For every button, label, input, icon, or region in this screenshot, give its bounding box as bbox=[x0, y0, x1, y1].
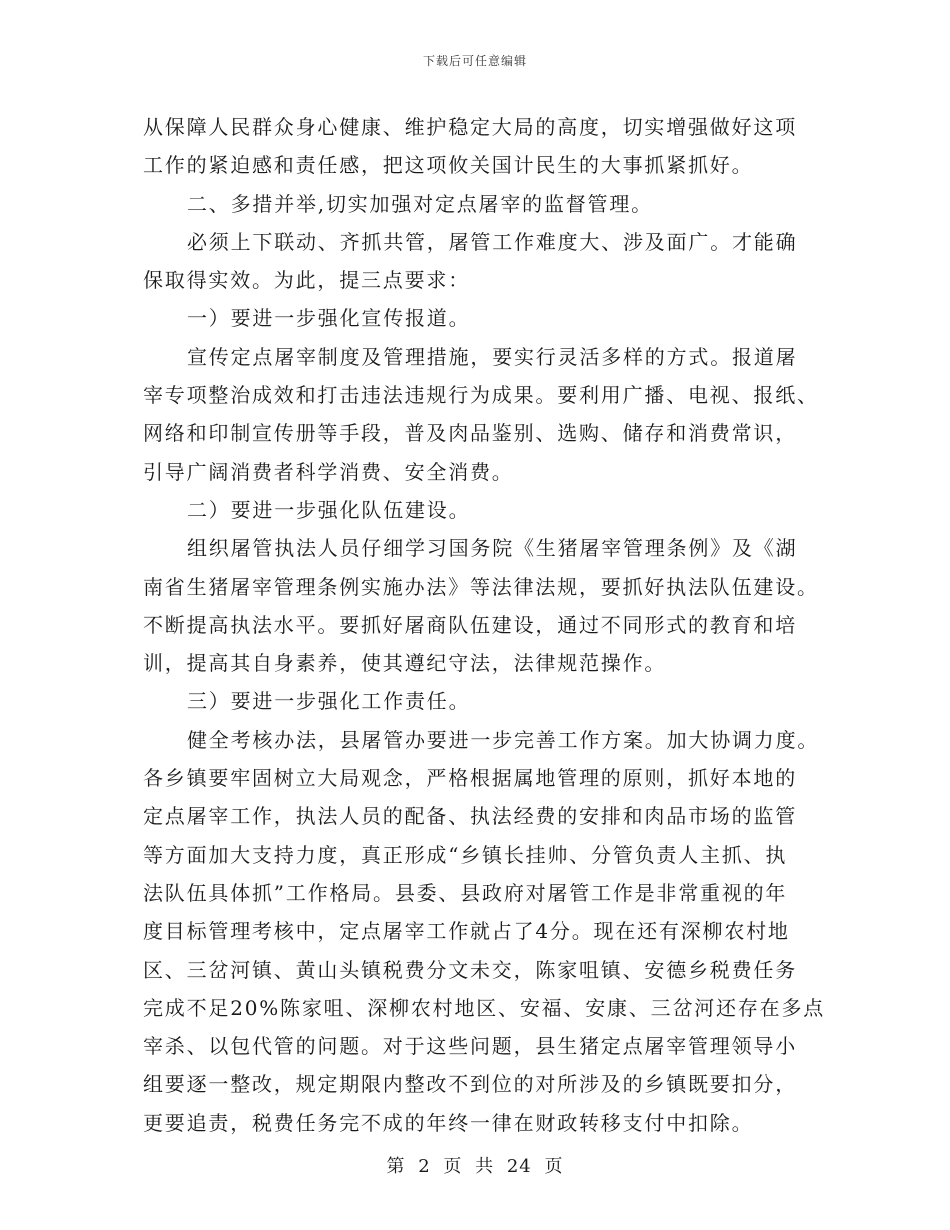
text-line: 组织屠管执法人员仔细学习国务院《生猪屠宰管理条例》及《湖 bbox=[187, 536, 798, 561]
text-line: 训，提高其自身素养，使其遵纪守法，法律规范操作。 bbox=[143, 651, 667, 676]
text-line: 等方面加大支持力度，真正形成“乡镇长挂帅、分管负责人主抓、执 bbox=[143, 842, 788, 867]
text-line: 法队伍具体抓”工作格局。县委、县政府对屠管工作是非常重视的年 bbox=[143, 880, 788, 905]
text-line: 区、三岔河镇、黄山头镇税费分文未交，陈家咀镇、安德乡税费任务 bbox=[143, 957, 797, 982]
text-line: 各乡镇要牢固树立大局观念，严格根据属地管理的原则，抓好本地的 bbox=[143, 766, 797, 791]
text-line: 不断提高执法水平。要抓好屠商队伍建设，通过不同形式的教育和培 bbox=[143, 612, 797, 637]
text-line: 度目标管理考核中，定点屠宰工作就占了4分。现在还有深柳农村地 bbox=[143, 919, 790, 944]
text-line: 三）要进一步强化工作责任。 bbox=[187, 689, 471, 714]
text-line: 一）要进一步强化宣传报道。 bbox=[187, 306, 471, 331]
text-line: 从保障人民群众身心健康、维护稳定大局的高度，切实增强做好这项 bbox=[143, 115, 797, 139]
text-line: 二）要进一步强化队伍建设。 bbox=[187, 497, 471, 522]
text-line: 保取得实效。为此，提三点要求： bbox=[143, 268, 470, 293]
text-line: 健全考核办法，县屠管办要进一步完善工作方案。加大协调力度。 bbox=[187, 727, 820, 752]
text-line: 完成不足20%陈家咀、深柳农村地区、安福、安康、三岔河还存在多点 bbox=[143, 995, 826, 1020]
text-line: 二、多措并举,切实加强对定点屠宰的监督管理。 bbox=[187, 191, 653, 216]
text-line: 必须上下联动、齐抓共管，屠管工作难度大、涉及面广。才能确 bbox=[187, 229, 798, 254]
document-body bbox=[143, 108, 826, 1142]
text-line: 更要追责，税费任务完不成的年终一律在财政转移支付中扣除。 bbox=[143, 1110, 754, 1135]
text-line: 南省生猪屠宰管理条例实施办法》等法律法规，要抓好执法队伍建设。 bbox=[143, 574, 819, 599]
page-number-footer: 第 2 页 共 24 页 bbox=[386, 1156, 564, 1177]
text-line: 宣传定点屠宰制度及管理措施，要实行灵活多样的方式。报道屠 bbox=[187, 344, 798, 369]
text-line: 宰专项整治成效和打击违法违规行为成果。要利用广播、电视、报纸、 bbox=[143, 383, 819, 408]
page-header: 下载后可任意编辑 bbox=[422, 54, 527, 68]
text-line: 工作的紧迫感和责任感，把这项攸关国计民生的大事抓紧抓好。 bbox=[143, 153, 754, 178]
text-line: 组要逐一整改，规定期限内整改不到位的对所涉及的乡镇既要扣分， bbox=[143, 1072, 797, 1097]
text-line: 定点屠宰工作，执法人员的配备、执法经费的安排和肉品市场的监管 bbox=[143, 804, 797, 829]
text-line: 宰杀、以包代管的问题。对于这些问题，县生猪定点屠宰管理领导小 bbox=[143, 1034, 797, 1059]
text-line: 引导广阔消费者科学消费、安全消费。 bbox=[143, 459, 514, 484]
text-line: 网络和印制宣传册等手段，普及肉品鉴别、选购、储存和消费常识， bbox=[143, 421, 797, 446]
